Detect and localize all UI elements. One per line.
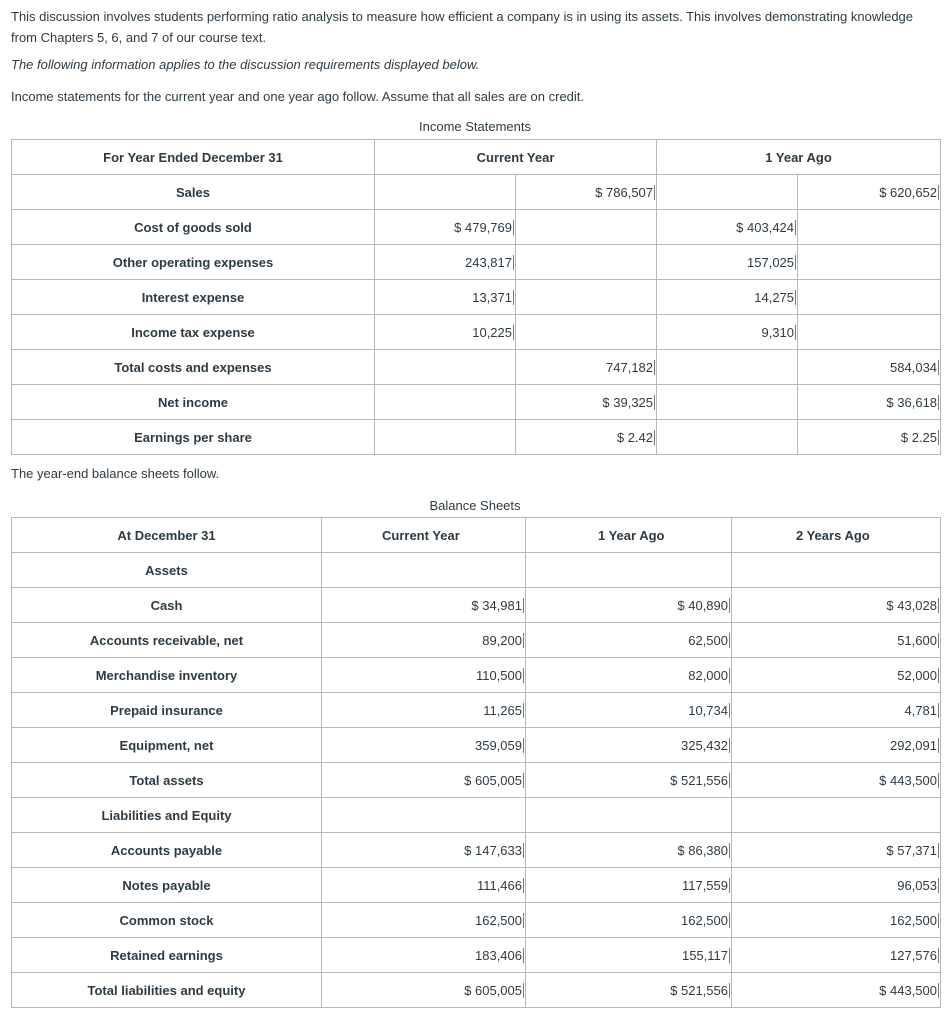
cell-p2-value: $ 620,652: [879, 184, 938, 200]
cell-p1: [657, 350, 798, 385]
cell-two-value: $ 443,500: [879, 982, 937, 998]
cell-one: [526, 693, 732, 728]
cell-p2: [798, 245, 941, 280]
cell-one-value: 62,500: [688, 632, 728, 648]
cell-cur-value: $ 605,005: [464, 772, 522, 788]
cell-p1-value: 14,275: [754, 289, 795, 305]
table-row: [12, 588, 941, 623]
cell-c2-value: $ 786,507: [595, 184, 654, 200]
row-label: Interest expense: [12, 280, 375, 315]
cell-c1-value: 243,817: [465, 254, 512, 270]
table-row: [12, 385, 941, 420]
cell-two-value: 52,000: [897, 667, 937, 683]
cell-c1: [375, 280, 516, 315]
cell-c1: [375, 210, 516, 245]
cell-p1-value: $ 403,424: [736, 219, 795, 235]
cell-c1: [375, 175, 516, 210]
cell-cur: [322, 553, 526, 588]
cell-cur-value: 11,265: [483, 702, 522, 718]
cell-p2: [798, 420, 941, 455]
income-statements-table: [11, 139, 941, 455]
table-row: [12, 658, 941, 693]
header-1-year-ago: 1 Year Ago: [657, 140, 941, 175]
header-current-year: Current Year: [322, 518, 526, 553]
cell-p2: [798, 315, 941, 350]
cell-cur: [322, 903, 526, 938]
cell-two-value: 162,500: [890, 912, 937, 928]
cell-c1: [375, 245, 516, 280]
cell-two: [732, 623, 941, 658]
table-row: [12, 245, 941, 280]
cell-c2: [516, 245, 657, 280]
cell-c1: [375, 315, 516, 350]
table-row: [12, 868, 941, 903]
table-row: [12, 315, 941, 350]
cell-c1: [375, 420, 516, 455]
italic-note: The following information applies to the discussion requirements displayed below.: [11, 57, 480, 72]
cell-cur: [322, 588, 526, 623]
cell-cur: [322, 658, 526, 693]
cell-c2-value: $ 2.42: [616, 429, 654, 445]
cell-two: [732, 938, 941, 973]
intro-paragraph: This discussion involves students performing ratio analysis to measure how efficient a company is in using its assets. This involves demonstrating knowledge from Chapters 5, 6, and 7 of our course text.: [11, 9, 914, 45]
cell-cur-value: 183,406: [475, 947, 522, 963]
cell-one-value: $ 521,556: [670, 772, 728, 788]
cell-p2-value: 584,034: [890, 359, 938, 375]
cell-cur-value: $ 605,005: [464, 982, 522, 998]
cell-one: [526, 798, 732, 833]
cell-one: [526, 658, 732, 693]
cell-one: [526, 553, 732, 588]
cell-one-value: 117,559: [681, 877, 728, 893]
row-label: Cash: [12, 588, 322, 623]
cell-p2-value: $ 2.25: [900, 429, 938, 445]
cell-c2: [516, 280, 657, 315]
balance-sheets-table: [11, 517, 941, 1008]
header-label: At December 31: [12, 518, 322, 553]
row-label: Common stock: [12, 903, 322, 938]
cell-p2: [798, 210, 941, 245]
cell-one-value: 82,000: [688, 667, 728, 683]
header-2-years-ago: 2 Years Ago: [732, 518, 941, 553]
cell-two-value: 96,053: [897, 877, 937, 893]
row-label: Liabilities and Equity: [12, 798, 322, 833]
cell-c2: [516, 315, 657, 350]
row-label: Merchandise inventory: [12, 658, 322, 693]
cell-two: [732, 903, 941, 938]
table-header-row: [12, 518, 941, 553]
cell-cur: [322, 868, 526, 903]
table-row: [12, 938, 941, 973]
cell-cur: [322, 763, 526, 798]
cell-p2-value: $ 36,618: [886, 394, 938, 410]
cell-c2-value: 747,182: [606, 359, 654, 375]
table-row: [12, 798, 941, 833]
balance-sheets-caption: Balance Sheets: [429, 498, 521, 513]
cell-p1: [657, 385, 798, 420]
cell-two: [732, 693, 941, 728]
cell-two: [732, 588, 941, 623]
cell-c2: [516, 210, 657, 245]
table-row: [12, 693, 941, 728]
cell-two: [732, 553, 941, 588]
cell-one-value: $ 86,380: [677, 842, 728, 858]
table-row: [12, 280, 941, 315]
row-label: Prepaid insurance: [12, 693, 322, 728]
cell-one-value: 155,117: [681, 947, 728, 963]
cell-p1: [657, 420, 798, 455]
cell-cur: [322, 728, 526, 763]
cell-c1-value: 13,371: [472, 289, 512, 305]
cell-c2: [516, 175, 657, 210]
cell-one-value: 162,500: [681, 912, 728, 928]
header-1-year-ago: 1 Year Ago: [526, 518, 732, 553]
row-label: Sales: [12, 175, 375, 210]
table-row: [12, 903, 941, 938]
cell-cur: [322, 623, 526, 658]
row-label: Accounts receivable, net: [12, 623, 322, 658]
cell-one: [526, 623, 732, 658]
cell-two: [732, 798, 941, 833]
row-label: Income tax expense: [12, 315, 375, 350]
cell-p2: [798, 280, 941, 315]
cell-c2-value: $ 39,325: [602, 394, 654, 410]
header-current-year: Current Year: [375, 140, 657, 175]
cell-cur: [322, 973, 526, 1008]
cell-cur: [322, 938, 526, 973]
cell-p1: [657, 280, 798, 315]
cell-one-value: $ 40,890: [677, 597, 728, 613]
cell-two: [732, 728, 941, 763]
cell-one: [526, 588, 732, 623]
cell-two-value: $ 443,500: [879, 772, 937, 788]
cell-cur: [322, 833, 526, 868]
cell-p1: [657, 245, 798, 280]
table-row: [12, 623, 941, 658]
cell-cur-value: $ 147,633: [464, 842, 522, 858]
cell-p1-value: 157,025: [747, 254, 795, 270]
table-header-row: [12, 140, 941, 175]
cell-p1: [657, 210, 798, 245]
cell-two: [732, 763, 941, 798]
row-label: Assets: [12, 553, 322, 588]
cell-p2: [798, 350, 941, 385]
cell-one-value: 10,734: [688, 702, 728, 718]
row-label: Earnings per share: [12, 420, 375, 455]
table-row: [12, 833, 941, 868]
cell-cur-value: 162,500: [475, 912, 522, 928]
cell-cur-value: 89,200: [482, 632, 522, 648]
row-label: Net income: [12, 385, 375, 420]
table-row: [12, 973, 941, 1008]
cell-p1-value: 9,310: [761, 324, 795, 340]
table-row: [12, 420, 941, 455]
row-label: Equipment, net: [12, 728, 322, 763]
table-row: [12, 553, 941, 588]
cell-c2: [516, 420, 657, 455]
cell-two: [732, 658, 941, 693]
table-row: [12, 350, 941, 385]
cell-one-value: 325,432: [681, 737, 728, 753]
cell-p2: [798, 385, 941, 420]
cell-one: [526, 763, 732, 798]
cell-one-value: $ 521,556: [670, 982, 728, 998]
cell-two-value: $ 43,028: [886, 597, 937, 613]
income-intro: Income statements for the current year and one year ago follow. Assume that all sales are on credit.: [11, 89, 585, 104]
table-row: [12, 210, 941, 245]
cell-p1: [657, 175, 798, 210]
cell-two-value: 4,781: [904, 702, 937, 718]
row-label: Total assets: [12, 763, 322, 798]
cell-two-value: 292,091: [890, 737, 937, 753]
cell-cur: [322, 693, 526, 728]
cell-c1-value: 10,225: [472, 324, 512, 340]
header-label: For Year Ended December 31: [12, 140, 375, 175]
balance-intro: The year-end balance sheets follow.: [11, 466, 220, 481]
row-label: Cost of goods sold: [12, 210, 375, 245]
cell-one: [526, 938, 732, 973]
cell-two: [732, 868, 941, 903]
cell-cur-value: 359,059: [475, 737, 522, 753]
cell-c2: [516, 350, 657, 385]
row-label: Accounts payable: [12, 833, 322, 868]
cell-cur: [322, 798, 526, 833]
table-row: [12, 175, 941, 210]
table-row: [12, 763, 941, 798]
cell-one: [526, 973, 732, 1008]
cell-c2: [516, 385, 657, 420]
row-label: Total liabilities and equity: [12, 973, 322, 1008]
cell-p1: [657, 315, 798, 350]
cell-one: [526, 833, 732, 868]
cell-c1: [375, 350, 516, 385]
row-label: Total costs and expenses: [12, 350, 375, 385]
cell-cur-value: $ 34,981: [471, 597, 522, 613]
cell-two: [732, 973, 941, 1008]
cell-two-value: $ 57,371: [886, 842, 937, 858]
cell-c1-value: $ 479,769: [454, 219, 512, 235]
cell-c1: [375, 385, 516, 420]
cell-two: [732, 833, 941, 868]
cell-cur-value: 110,500: [475, 667, 522, 683]
cell-p2: [798, 175, 941, 210]
cell-two-value: 51,600: [897, 632, 937, 648]
cell-one: [526, 868, 732, 903]
row-label: Notes payable: [12, 868, 322, 903]
income-statements-caption: Income Statements: [419, 119, 531, 134]
row-label: Other operating expenses: [12, 245, 375, 280]
cell-one: [526, 728, 732, 763]
cell-cur-value: 111,466: [476, 877, 522, 893]
cell-two-value: 127,576: [890, 947, 937, 963]
row-label: Retained earnings: [12, 938, 322, 973]
table-row: [12, 728, 941, 763]
cell-one: [526, 903, 732, 938]
